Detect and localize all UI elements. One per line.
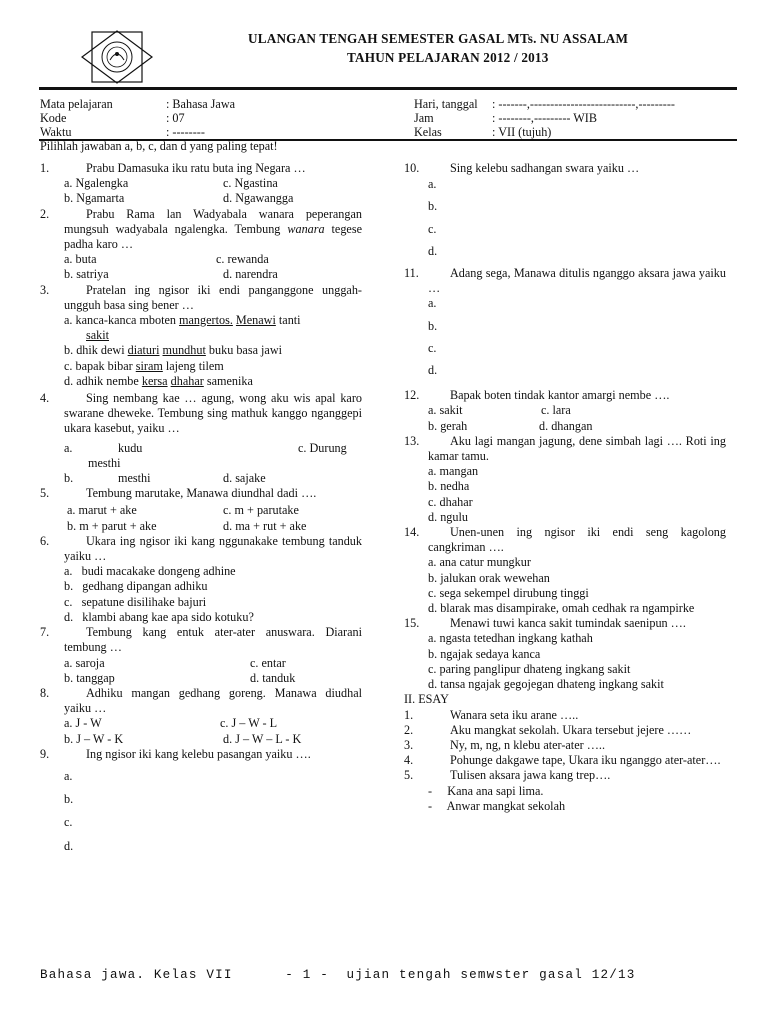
question-text: Adhiku mangan gedhang goreng. Manawa diudhal yaiku … — [64, 685, 362, 716]
essay-5: 5. Tulisen aksara jawa kang trep…. — [404, 768, 611, 783]
page-footer: Bahasa jawa. Kelas VII - 1 - ujian tengah semwster gasal 12/13 — [40, 968, 636, 982]
question-7 — [40, 625, 362, 655]
question-14 — [404, 525, 726, 555]
option-b: b. nedha — [428, 479, 470, 494]
option-b: b. tanggap — [64, 670, 115, 685]
option-a: a. J - W — [64, 716, 102, 731]
option-c: c. entar — [250, 655, 286, 670]
question-3 — [40, 283, 362, 313]
jam-label: Jam — [414, 111, 434, 125]
option-a: a. mangan — [428, 464, 479, 479]
question-number: 9. — [40, 746, 50, 761]
option-c: c. sepatune disilihake bajuri — [64, 594, 207, 609]
option-c: c. dhahar — [428, 494, 473, 509]
option-b: b. J – W - K — [64, 731, 124, 746]
option-a: a. — [64, 440, 73, 455]
question-number: 7. — [40, 625, 50, 640]
option-d: d. narendra — [223, 267, 278, 282]
question-1 — [40, 161, 362, 176]
essay-4: 4. Pohunge dakgawe tape, Ukara iku nganggo ater-ater…. — [404, 753, 721, 768]
header-rule-top — [39, 87, 737, 90]
question-8 — [40, 686, 362, 716]
question-number: 2. — [40, 206, 50, 221]
option-c: c. Ngastina — [223, 176, 278, 191]
option-a: a. ngasta tetedhan ingkang kathah — [428, 631, 593, 646]
question-text: Pratelan ing ngisor iki endi panganggone unggah-ungguh basa sing bener … — [64, 282, 362, 312]
option-a-value: kudu — [118, 440, 143, 455]
option-a: a. marut + ake — [67, 503, 137, 518]
question-12 — [404, 388, 726, 403]
question-number: 12. — [404, 388, 420, 403]
option-d: d. ma + rut + ake — [223, 518, 307, 533]
option-c: c. Durung — [298, 440, 347, 455]
school-logo — [80, 30, 154, 84]
option-b: b. — [428, 318, 438, 333]
option-c-continued: mesthi — [88, 455, 121, 470]
option-b: b. — [64, 792, 74, 807]
question-10 — [404, 161, 726, 176]
question-13 — [404, 434, 726, 464]
option-a: a. — [64, 768, 73, 783]
option-c: c. bapak bibar siram lajeng tilem — [64, 358, 224, 373]
option-c: c. J – W - L — [220, 716, 278, 731]
hari-label: Hari, tanggal — [414, 97, 478, 111]
question-number: 10. — [404, 161, 420, 175]
question-text: Adang sega, Manawa ditulis nganggo aksara jawa yaiku … — [428, 266, 726, 296]
option-b: b. gerah — [428, 418, 468, 433]
question-text: Unen-unen ing ngisor iki endi seng kagolong cangkriman …. — [428, 525, 726, 555]
question-4 — [40, 391, 362, 437]
question-text: Tembung marutake, Manawa diundhal dadi …. — [86, 486, 317, 501]
question-9 — [40, 747, 362, 762]
option-b: b. m + parut + ake — [67, 518, 157, 533]
option-d: d. J – W – L - K — [223, 731, 302, 746]
option-d: d. Ngawangga — [223, 191, 294, 206]
option-a: a. sakit — [428, 403, 463, 418]
hari-value: : -------,--------------------------,--------- — [492, 97, 675, 111]
question-text: Ing ngisor iki kang kelebu pasangan yaiku …. — [86, 746, 311, 761]
option-d: d. tansa ngajak gegojegan dhateng ingkang sakit — [428, 677, 664, 692]
question-number: 3. — [40, 282, 50, 297]
essay-5-sentence-1: - Kana ana sapi lima. — [428, 783, 544, 798]
option-b: b. Ngamarta — [64, 191, 125, 206]
essay-heading: II. ESAY — [404, 692, 449, 707]
option-d: d. sajake — [223, 471, 266, 486]
question-text: Aku lagi mangan jagung, dene simbah lagi …. Roti ing kamar tamu. — [428, 433, 726, 464]
question-number: 6. — [40, 533, 50, 548]
option-c: c. — [428, 221, 437, 236]
option-c: c. sega sekempel dirubung tinggi — [428, 585, 589, 600]
option-a: a. saroja — [64, 655, 105, 670]
option-d: d. dhangan — [539, 418, 593, 433]
option-a: a. kanca-kanca mboten mangertos. Menawi tanti sakit — [64, 313, 301, 343]
option-a: a. Ngalengka — [64, 176, 129, 191]
question-text: Sing nembang kae … agung, wong aku wis apal karo swarane dheweke. Tembung sing mathuk kanggo nganggepi ukara kasebut, yaiku … — [64, 391, 362, 436]
question-text: Prabu Damasuka iku ratu buta ing Negara … — [86, 161, 306, 175]
question-number: 15. — [404, 616, 420, 631]
option-c: c. — [64, 815, 73, 830]
question-number: 11. — [404, 266, 419, 281]
option-d: d. tanduk — [250, 670, 296, 685]
question-text: Prabu Rama lan Wadyabala wanara peperangan mungsuh wadyabala ngalengka. Tembung wanara tegese padha karo … — [64, 206, 362, 252]
question-number: 14. — [404, 525, 420, 540]
essay-3: 3. Ny, m, ng, n klebu ater-ater ….. — [404, 737, 605, 752]
waktu-label: Waktu — [40, 125, 72, 139]
option-b-value: mesthi — [118, 471, 151, 486]
option-d: d. blarak mas disampirake, omah cedhak ra ngampirke — [428, 601, 695, 616]
left-column — [40, 161, 362, 854]
option-b: b. ngajak sedaya kanca — [428, 646, 541, 661]
essay-2: 2. Aku mangkat sekolah. Ukara tersebut jejere …… — [404, 722, 692, 737]
question-number: 13. — [404, 433, 420, 448]
option-d: d. — [64, 838, 74, 853]
option-b: b. dhik dewi diaturi mundhut buku basa jawi — [64, 343, 283, 358]
kode-value: : 07 — [166, 111, 185, 125]
option-c: c. — [428, 340, 437, 355]
right-column — [404, 161, 726, 814]
question-text: Tembung kang entuk ater-ater anuswara. Diarani tembung … — [64, 625, 362, 655]
option-d: d. — [428, 363, 438, 378]
question-text: Bapak boten tindak kantor amargi nembe …. — [450, 388, 670, 403]
option-d: d. — [428, 243, 438, 258]
question-5 — [40, 486, 362, 501]
question-number: 1. — [40, 161, 50, 175]
option-b: b. jalukan orak wewehan — [428, 570, 550, 585]
essay-1: 1. Wanara seta iku arane ….. — [404, 707, 579, 722]
essay-5-sentence-2: - Anwar mangkat sekolah — [428, 798, 566, 813]
option-a: a. budi macakake dongeng adhine — [64, 564, 236, 579]
question-15 — [404, 616, 726, 631]
question-11 — [404, 266, 726, 296]
option-b: b. gedhang dipangan adhiku — [64, 579, 208, 594]
question-2 — [40, 207, 362, 253]
option-c: c. paring panglipur dhateng ingkang sakit — [428, 661, 631, 676]
option-a: a. — [428, 177, 437, 192]
waktu-value: : -------- — [166, 125, 205, 139]
option-c: c. m + parutake — [223, 503, 299, 518]
jam-value: : --------,--------- WIB — [492, 111, 597, 125]
option-c: c. rewanda — [216, 252, 269, 267]
question-text: Sing kelebu sadhangan swara yaiku … — [450, 161, 640, 175]
option-b: b. — [64, 471, 74, 486]
question-6 — [40, 534, 362, 564]
instruction: Pilihlah jawaban a, b, c, dan d yang paling tepat! — [40, 139, 278, 153]
option-d: d. adhik nembe kersa dhahar samenika — [64, 373, 253, 388]
mapel-label: Mata pelajaran — [40, 97, 113, 111]
option-b: b. satriya — [64, 267, 109, 282]
option-b: b. — [428, 199, 438, 214]
kelas-label: Kelas — [414, 125, 442, 139]
kode-label: Kode — [40, 111, 67, 125]
question-text: Ukara ing ngisor iki kang nggunakake tembung tanduk yaiku … — [64, 533, 362, 564]
option-a: a. ana catur mungkur — [428, 555, 531, 570]
question-number: 8. — [40, 685, 50, 700]
title-line-1: ULANGAN TENGAH SEMESTER GASAL MTs. NU ASSALAM — [248, 31, 629, 46]
question-text: Menawi tuwi kanca sakit tumindak saenipun …. — [450, 616, 686, 631]
option-d: d. ngulu — [428, 509, 468, 524]
option-a: a. buta — [64, 252, 97, 267]
title-line-2: TAHUN PELAJARAN 2012 / 2013 — [347, 50, 549, 65]
question-number: 5. — [40, 486, 50, 501]
question-number: 4. — [40, 391, 50, 406]
kelas-value: : VII (tujuh) — [492, 125, 552, 139]
option-c: c. lara — [541, 403, 571, 418]
option-d: d. klambi abang kae apa sido kotuku? — [64, 609, 254, 624]
mapel-value: : Bahasa Jawa — [166, 97, 236, 111]
option-a: a. — [428, 296, 437, 311]
